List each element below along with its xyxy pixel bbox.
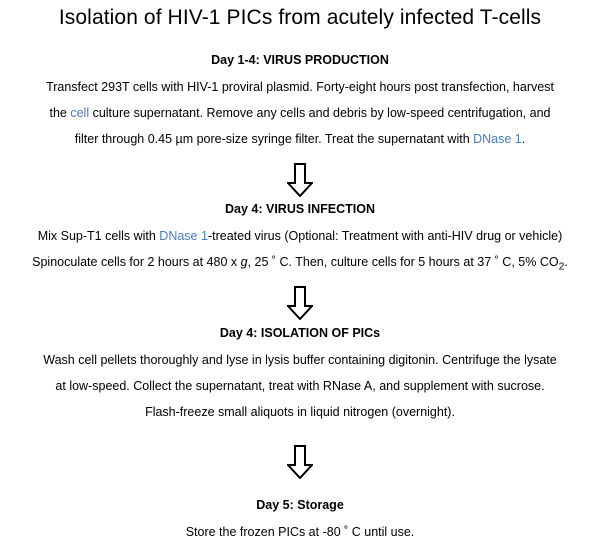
step-text-line bbox=[0, 249, 600, 281]
highlighted-term: cell bbox=[70, 106, 90, 120]
step-body bbox=[0, 74, 600, 152]
highlighted-term: DNase 1 bbox=[159, 229, 208, 243]
step-heading: Day 4: VIRUS INFECTION bbox=[224, 202, 376, 216]
text-run: Flash-freeze small aliquots in liquid nitrogen (overnight). bbox=[145, 405, 455, 419]
text-run: at low-speed. Collect the supernatant, treat with RNase A, and supplement with sucrose. bbox=[55, 379, 545, 393]
step-body bbox=[0, 519, 600, 545]
text-run: the bbox=[49, 106, 71, 120]
step-text-line bbox=[0, 74, 600, 100]
step-text-line bbox=[0, 347, 600, 373]
down-arrow-icon bbox=[287, 445, 313, 479]
step-heading: Day 4: ISOLATION OF PICs bbox=[219, 326, 381, 340]
step-heading: Day 5: Storage bbox=[256, 498, 344, 512]
down-arrow-icon bbox=[287, 286, 313, 320]
text-run: culture supernatant. Remove any cells and debris by low-speed centrifugation, and bbox=[89, 106, 551, 120]
page-title: Isolation of HIV-1 PICs from acutely infected T-cells bbox=[58, 6, 542, 29]
text-run: . bbox=[521, 132, 526, 146]
text-run: Wash cell pellets thoroughly and lyse in lysis buffer containing digitonin. Centrifuge the lysate bbox=[43, 353, 557, 367]
step-text-line bbox=[0, 399, 600, 425]
step-virus-infection bbox=[0, 201, 600, 281]
text-run: Spinoculate cells for 2 hours at 480 x bbox=[32, 255, 241, 269]
step-isolation-of-pics bbox=[0, 325, 600, 425]
text-run: . bbox=[564, 255, 568, 269]
text-run: , 25 ˚ C. Then, culture cells for 5 hours at 37 ˚ C, 5% CO bbox=[247, 255, 559, 269]
step-virus-production bbox=[0, 52, 600, 152]
step-body bbox=[0, 347, 600, 425]
highlighted-term: DNase 1 bbox=[473, 132, 522, 146]
down-arrow-icon bbox=[287, 163, 313, 197]
text-run: filter through 0.45 µm pore-size syringe filter. Treat the supernatant with bbox=[74, 132, 474, 146]
step-text-line bbox=[0, 126, 600, 152]
step-storage bbox=[0, 497, 600, 545]
step-heading: Day 1-4: VIRUS PRODUCTION bbox=[211, 53, 389, 67]
text-run: Transfect 293T cells with HIV-1 proviral plasmid. Forty-eight hours post transfection, harvest bbox=[46, 80, 554, 94]
italic-symbol: g bbox=[240, 255, 248, 269]
text-run: -treated virus (Optional: Treatment with anti-HIV drug or vehicle) bbox=[207, 229, 563, 243]
text-run: Mix Sup-T1 cells with bbox=[37, 229, 160, 243]
text-run: Store the frozen PICs at -80 ˚ C until use. bbox=[185, 525, 415, 539]
step-text-line bbox=[0, 373, 600, 399]
subscript: 2 bbox=[558, 261, 565, 273]
step-text-line bbox=[0, 519, 600, 545]
step-text-line bbox=[0, 100, 600, 126]
step-body bbox=[0, 223, 600, 281]
step-text-line bbox=[0, 223, 600, 249]
